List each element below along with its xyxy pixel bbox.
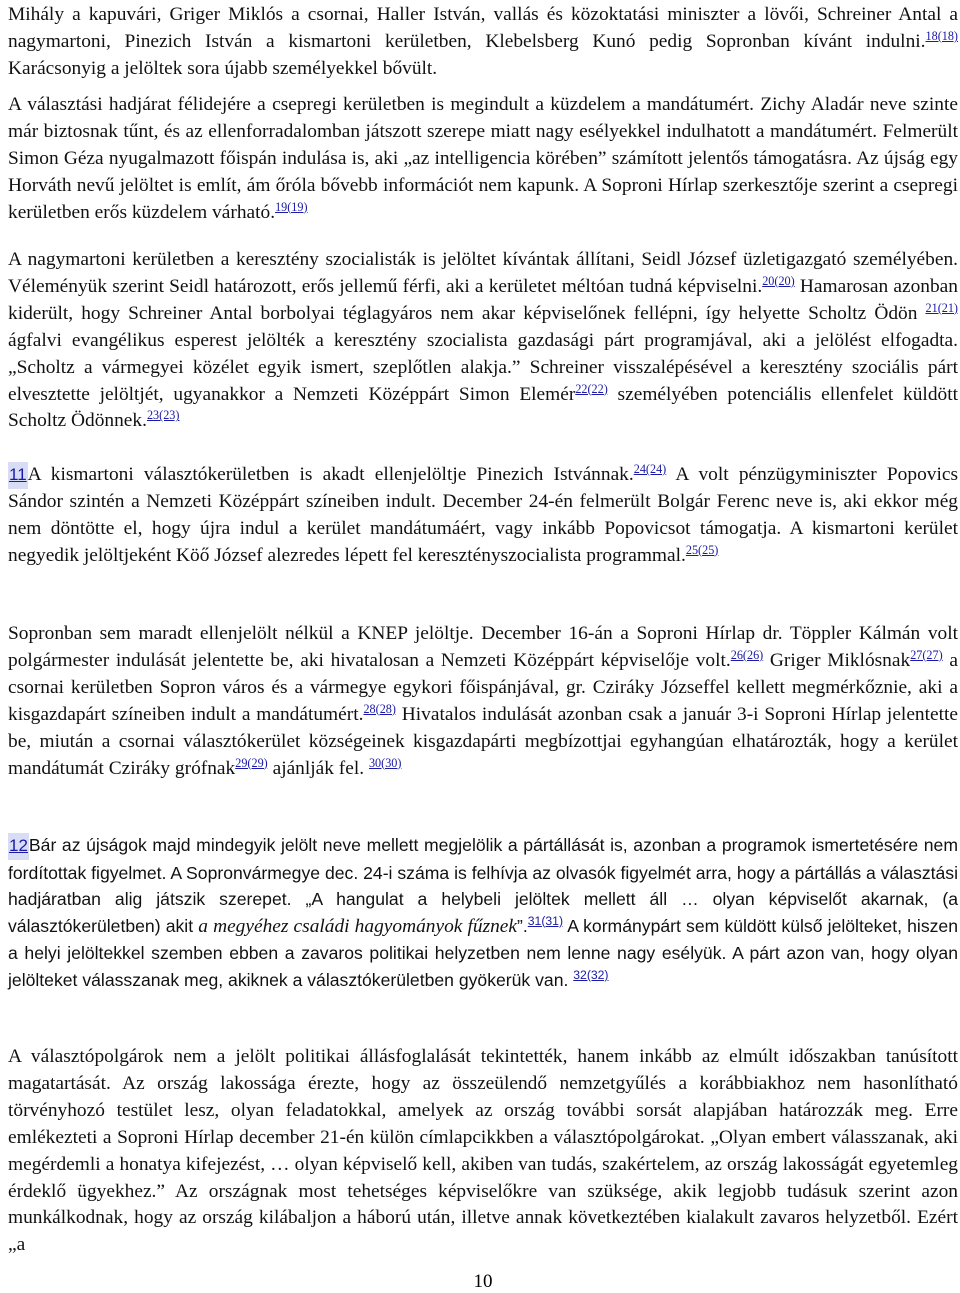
text: Hivatalos indulását azonban csak a január 3-i Soproni Hírlap jelentette be, miután a csornai választókerület községeinek kisgazdapárti megbízottjai egyhangúan elhatározták, hogy a kerület mandátumát Cziráky grófnak: [8, 703, 958, 779]
footnote-link-20[interactable]: 20(20): [762, 273, 795, 288]
footnote-link-29[interactable]: 29(29): [235, 755, 268, 770]
footnote-link-18[interactable]: 18(18): [925, 28, 958, 43]
text: ”.: [517, 915, 528, 936]
text: A volt pénzügyminiszter Popovics Sándor szintén a Nemzeti Középpárt színeiben indult. December 24-én felmerült Bolgár Ferenc neve is, aki ekkor még nem döntötte el, hogy újra indul a kerület mandátumáért, vagy inkább Popovicsot támogatja. A kismartoni kerület negyedik jelöltjeként Köő József alezredes lépett fel keresztényszocialista programmal.: [8, 464, 959, 566]
paragraph-4: [8, 462, 958, 570]
footnote-link-26[interactable]: 26(26): [730, 647, 764, 662]
text: Hamarosan azonban kiderült, hogy Schreiner Antal borbolyai téglagyáros nem akar képviselőnek fellépni, így helyette Scholtz Ödön: [8, 275, 958, 324]
text: a csornai kerületben Sopron város és a vármegye egykori főispánjával, gr. Cziráky Józseffel kellett megmérkőznie, aki a kisgazdapárt színeiben indult a mandátumért.: [8, 649, 958, 725]
paragraph-number-link[interactable]: 11: [8, 462, 28, 489]
text: ajánlják fel.: [267, 757, 369, 779]
italic-quote: a megyéhez családi hagyományok fűznek: [198, 915, 518, 937]
footnote-link-27[interactable]: 27(27): [910, 647, 943, 662]
text: A választópolgárok nem a jelölt politikai állásfoglalását tekintették, hanem inkább az elmúlt időszakban tanúsított magatartását. Az ország lakossága érezte, hogy az összeülendő nemzetgyűlés a korábbiakhoz nem hasonlítható törvényhozó testület lesz, olyan feladatokkal, amelyek az ország további sorsát alapjában határozzák meg. Erre emlékezteti a Soproni Hírlap december 21-én külön címlapcikkben a választópolgárokat. „Olyan embert válasszanak, aki megérdemli a honatya kifejezést, … olyan képviselő kell, akiben van tudás, szakértelem, az ország lakosságát egyetemleg érdeklő ügyekhez.” Az országnak most tehetséges képviselőkre van szüksége, akik legjobb tudásuk szerint azon munkálkodnak, hogy az ország kilábaljon a háború után, illetve annak következtében kialakult zavaros helyzetből. Ezért „a: [8, 1046, 958, 1256]
page-number: 10: [473, 1271, 493, 1292]
paragraph-7: [8, 1044, 958, 1259]
footnote-link-21[interactable]: 21(21): [925, 300, 958, 315]
footnote-link-22[interactable]: 22(22): [575, 381, 608, 396]
paragraph-5: [8, 621, 958, 782]
paragraph-1: [8, 2, 958, 83]
footnote-link-23[interactable]: 23(23): [146, 408, 180, 423]
text: Karácsonyig a jelöltek sora újabb személyekkel bővült.: [8, 57, 438, 79]
footnote-link-25[interactable]: 25(25): [685, 542, 719, 557]
text: A kismartoni választókerületben is akadt ellenjelöltje Pinezich Istvánnak.: [27, 464, 634, 485]
text: személyében potenciális ellenfelet küldött Scholtz Ödönnek.: [8, 383, 958, 432]
text: Sopronban sem maradt ellenjelölt nélkül a KNEP jelöltje. December 16-án a Soproni Hírlap dr. Töppler Kálmán volt polgármester indulását jelentette be, aki hivatalosan a Nemzeti Középpárt képviselője volt.: [8, 623, 958, 671]
footnote-link-32[interactable]: 32(32): [573, 967, 609, 982]
paragraph-2: [8, 92, 958, 227]
paragraph-6: [8, 832, 958, 994]
text: ágfalvi evangélikus esperest jelölték a keresztény szocialista gazdasági párt programjával, aki a jelölést elfogadta. „Scholtz a vármegyei közélet egyik ismert, szeplőtlen alakja.” Schreiner visszalépésével a keresztény szociális párt elvesztette jelöltjét, ugyanakkor a Nemzeti Középpárt Simon Elemér: [8, 329, 958, 405]
footnote-link-19[interactable]: 19(19): [275, 199, 308, 214]
paragraph-number-link[interactable]: 12: [8, 833, 29, 860]
text: Mihály a kapuvári, Griger Miklós a csornai, Haller István, vallás és közoktatási miniszter a lövői, Schreiner Antal a nagymartoni, Pinezich István a kismartoni kerületben, Klebelsberg Kunó pedig Sopronban kívánt indulni.: [8, 4, 958, 52]
text: A választási hadjárat félidejére a csepregi kerületben is megindult a küzdelem a mandátumért. Zichy Aladár neve szinte már biztosnak tűnt, és az ellenforradalomban játszott szerepe miatt nagy esélyekkel indulhatott a mandátumért. Felmerült Simon Géza nyugalmazott főispán indulása is, aki „az intelligencia körében” számított jelentős támogatásra. Az újság egy Horváth nevű jelöltet is említ, ám őróla bővebb információt nem kapunk. A Soproni Hírlap szerkesztője szerint a csepregi kerületben erős küzdelem várható.: [8, 94, 958, 223]
footnote-link-31[interactable]: 31(31): [527, 913, 564, 928]
text: A nagymartoni kerületben a keresztény szocialisták is jelöltet kívántak állítani, Seidl József üzletigazgató személyében. Véleményük szerint Seidl határozott, erős jellemű férfi, aki a kerületet méltóan tudná képviselni.: [8, 249, 958, 297]
text: Bár az újságok majd mindegyik jelölt neve mellett megjelölik a pártállását is, azonban a programok ismertetésére nem fordítottak figyelmet. A Sopronvármegye dec. 24-i száma is felhívja az olvasók figyelmét arra, hogy a pártállás a választási hadjáratban alig játszik szerepet. „A hangulat a helybeli jelöltek mellett áll … olyan képviselőt akarnak, (a választókerületben) akit: [8, 835, 958, 936]
paragraph-3: [8, 247, 958, 435]
footnote-link-30[interactable]: 30(30): [368, 755, 402, 770]
footnote-link-28[interactable]: 28(28): [363, 701, 396, 716]
text: A kormánypárt sem küldött külső jelölteket, hiszen a helyi jelöltekkel szemben ebben a zavaros politikai helyzetben nem lenne nagy esélyük. A párt azon van, hogy olyan jelölteket válasszanak meg, akiknek a választókerületben gyökerük van.: [8, 915, 959, 990]
footnote-link-24[interactable]: 24(24): [633, 462, 667, 476]
text: Griger Miklósnak: [763, 649, 911, 671]
